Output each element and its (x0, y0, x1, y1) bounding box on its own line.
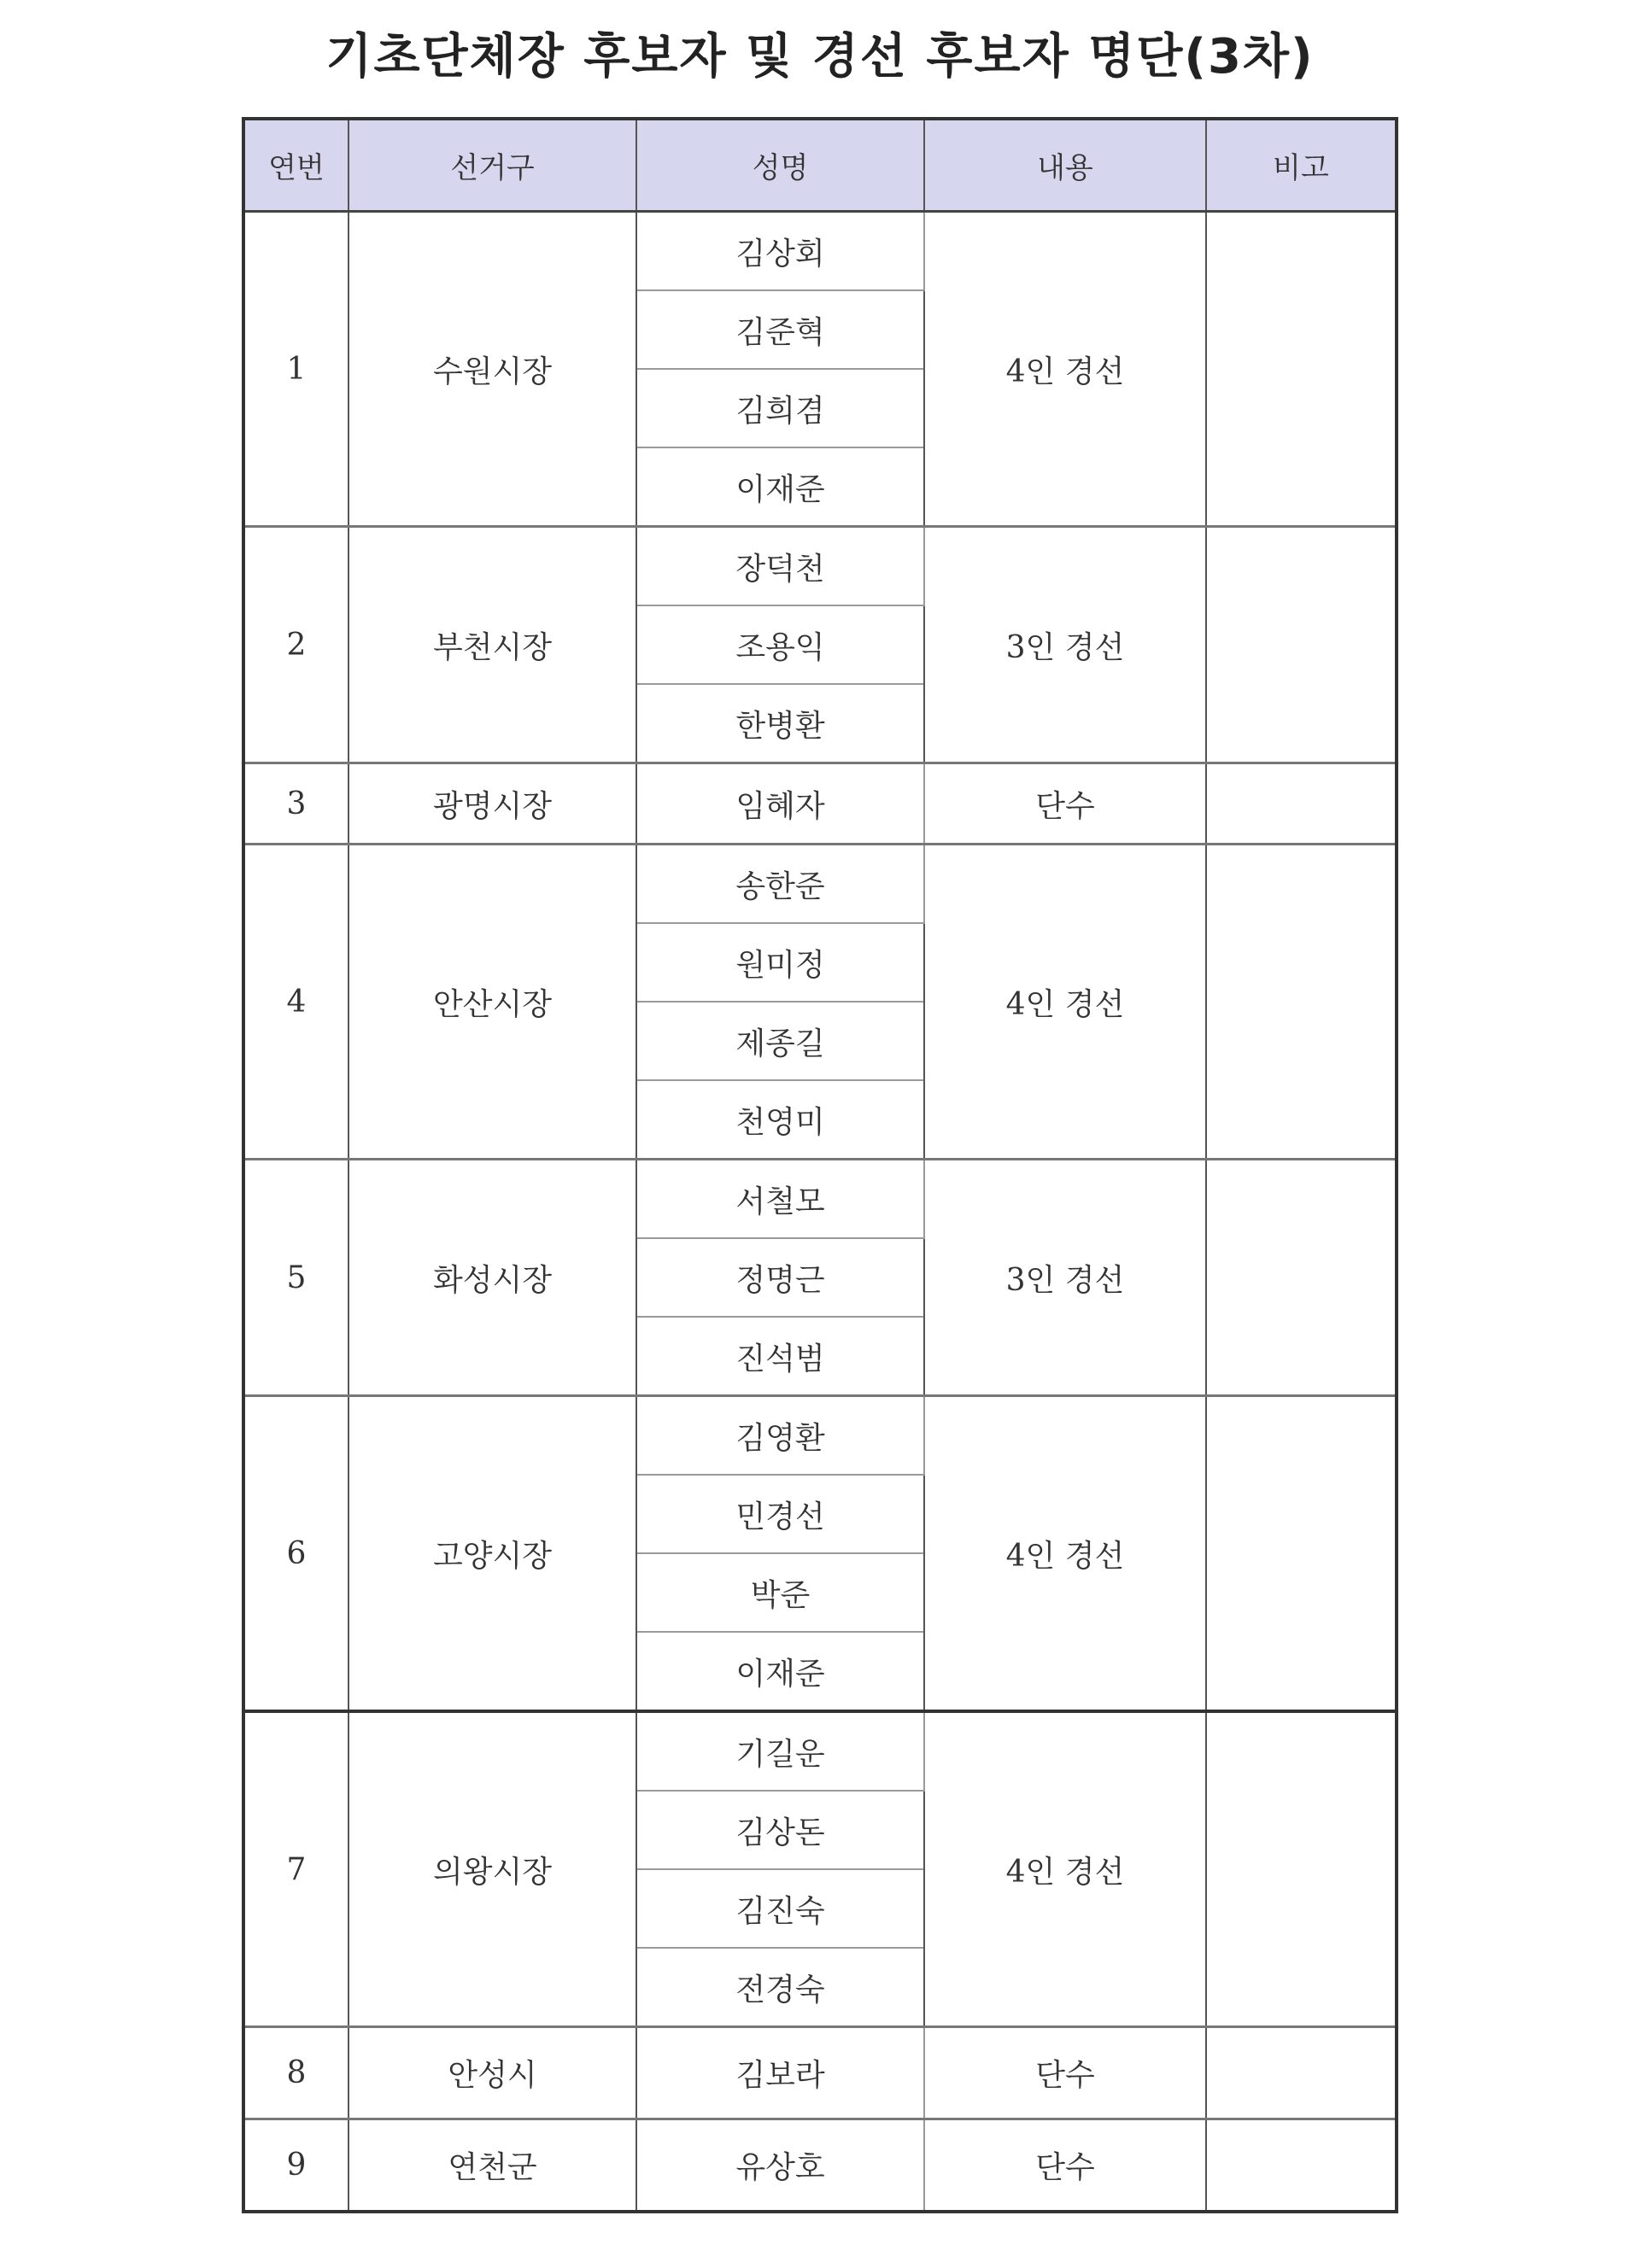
candidate-name: 이재준 (636, 447, 924, 527)
candidate-name: 김상회 (636, 212, 924, 291)
candidate-table (242, 117, 1398, 2213)
row-number: 4 (243, 845, 348, 1160)
table-row (243, 1160, 1397, 1239)
candidate-name: 원미정 (636, 923, 924, 1002)
table-row (243, 2119, 1397, 2212)
content-cell: 4인 경선 (924, 1711, 1206, 2027)
note-cell (1206, 763, 1397, 845)
table-row (243, 2027, 1397, 2119)
district-cell: 안성시 (348, 2027, 636, 2119)
header-district: 선거구 (348, 119, 636, 212)
candidate-name: 김진숙 (636, 1869, 924, 1948)
note-cell (1206, 1160, 1397, 1396)
table-row (243, 1396, 1397, 1476)
content-cell: 4인 경선 (924, 845, 1206, 1160)
district-cell: 고양시장 (348, 1396, 636, 1712)
note-cell (1206, 2027, 1397, 2119)
candidate-name: 제종길 (636, 1002, 924, 1080)
content-cell: 4인 경선 (924, 1396, 1206, 1712)
content-cell: 3인 경선 (924, 1160, 1206, 1396)
table-row (243, 212, 1397, 291)
row-number: 9 (243, 2119, 348, 2212)
note-cell (1206, 527, 1397, 763)
row-number: 7 (243, 1711, 348, 2027)
note-cell (1206, 1396, 1397, 1712)
candidate-name: 기길운 (636, 1711, 924, 1791)
note-cell (1206, 212, 1397, 527)
district-cell: 연천군 (348, 2119, 636, 2212)
header-content: 내용 (924, 119, 1206, 212)
candidate-name: 김상돈 (636, 1791, 924, 1869)
row-number: 6 (243, 1396, 348, 1712)
content-cell: 단수 (924, 2027, 1206, 2119)
table-row (243, 1711, 1397, 1791)
candidate-name: 조용익 (636, 605, 924, 684)
candidate-name: 진석범 (636, 1317, 924, 1396)
district-cell: 화성시장 (348, 1160, 636, 1396)
row-number: 1 (243, 212, 348, 527)
row-number: 3 (243, 763, 348, 845)
note-cell (1206, 845, 1397, 1160)
document-title: 기초단체장 후보자 및 경선 후보자 명단(3차) (325, 29, 1315, 85)
district-cell: 수원시장 (348, 212, 636, 527)
candidate-name: 한병환 (636, 684, 924, 763)
note-cell (1206, 1711, 1397, 2027)
candidate-name: 정명근 (636, 1238, 924, 1317)
row-number: 8 (243, 2027, 348, 2119)
content-cell: 3인 경선 (924, 527, 1206, 763)
table-row (243, 527, 1397, 606)
content-cell: 4인 경선 (924, 212, 1206, 527)
note-cell (1206, 2119, 1397, 2212)
candidate-name: 유상호 (636, 2119, 924, 2212)
row-number: 5 (243, 1160, 348, 1396)
header-name: 성명 (636, 119, 924, 212)
candidate-name: 김보라 (636, 2027, 924, 2119)
candidate-name: 임혜자 (636, 763, 924, 845)
candidate-name: 김희겸 (636, 369, 924, 447)
table-header-row (243, 119, 1397, 212)
district-cell: 의왕시장 (348, 1711, 636, 2027)
row-number: 2 (243, 527, 348, 763)
candidate-name: 박준 (636, 1553, 924, 1632)
candidate-name: 송한준 (636, 845, 924, 924)
candidate-name: 전경숙 (636, 1948, 924, 2027)
candidate-name: 장덕천 (636, 527, 924, 606)
district-cell: 부천시장 (348, 527, 636, 763)
candidate-name: 천영미 (636, 1080, 924, 1160)
candidate-name: 민경선 (636, 1475, 924, 1553)
header-no: 연번 (243, 119, 348, 212)
candidate-name: 김영환 (636, 1396, 924, 1476)
candidate-name: 김준혁 (636, 290, 924, 369)
district-cell: 안산시장 (348, 845, 636, 1160)
content-cell: 단수 (924, 2119, 1206, 2212)
table-row (243, 763, 1397, 845)
content-cell: 단수 (924, 763, 1206, 845)
district-cell: 광명시장 (348, 763, 636, 845)
candidate-name: 이재준 (636, 1632, 924, 1711)
candidate-name: 서철모 (636, 1160, 924, 1239)
header-note: 비고 (1206, 119, 1397, 212)
table-row (243, 845, 1397, 924)
